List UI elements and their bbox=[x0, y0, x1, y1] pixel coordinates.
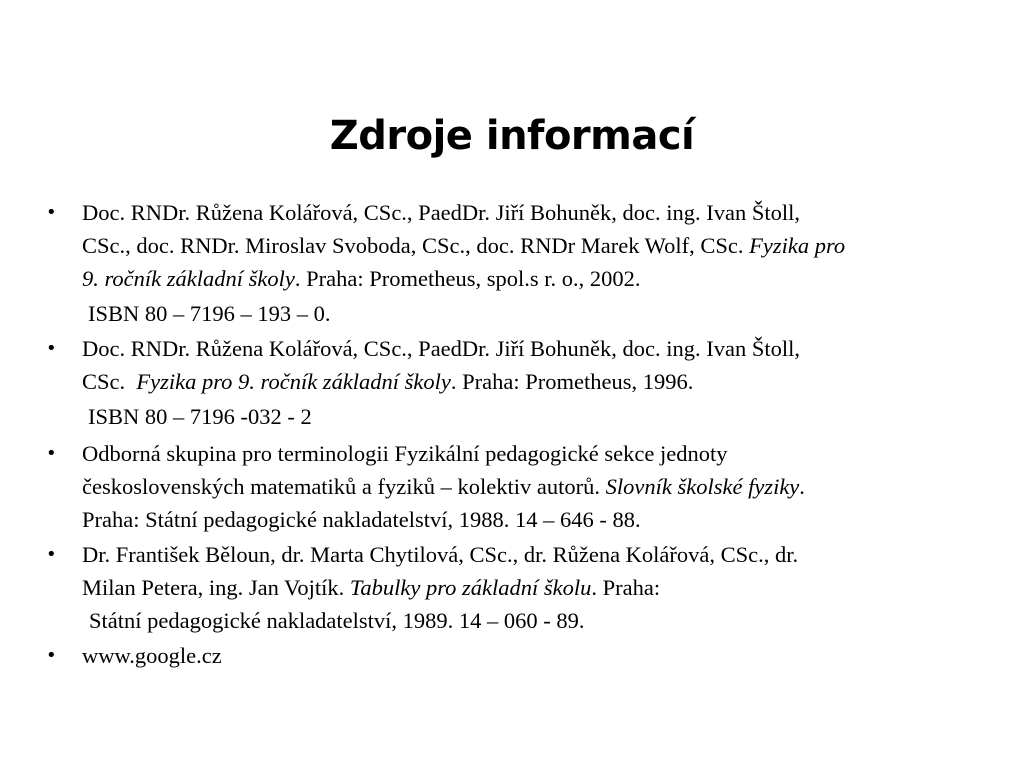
book-title: Fyzika pro 9. ročník základní školy bbox=[136, 369, 451, 394]
list-item bbox=[46, 437, 1006, 536]
item-text: . bbox=[799, 474, 805, 499]
item-text: . Praha: Prometheus, 1996. bbox=[450, 369, 694, 394]
item-line: Odborná skupina pro terminologii Fyzikální pedagogické sekce jednoty bbox=[82, 441, 728, 466]
bullet-icon: • bbox=[46, 443, 57, 464]
list-item bbox=[46, 538, 1006, 637]
item-line: Dr. František Běloun, dr. Marta Chytilová, CSc., dr. Růžena Kolářová, CSc., dr. bbox=[82, 542, 799, 567]
book-title: Tabulky pro základní školu bbox=[349, 575, 592, 600]
item-text: CSc., doc. RNDr. Miroslav Svoboda, CSc., doc. RNDr Marek Wolf, CSc. bbox=[82, 233, 750, 258]
list-item bbox=[46, 639, 1006, 672]
item-line bbox=[82, 262, 1006, 295]
item-text: československých matematiků a fyziků – kolektiv autorů. bbox=[82, 474, 606, 499]
item-line: Doc. RNDr. Růžena Kolářová, CSc., PaedDr. Jiří Bohuněk, doc. ing. Ivan Štoll, bbox=[82, 336, 801, 361]
item-line: Státní pedagogické nakladatelství, 1989. 14 – 060 - 89. bbox=[89, 608, 585, 633]
list-item bbox=[46, 332, 1006, 398]
bullet-icon: • bbox=[46, 645, 57, 666]
item-line bbox=[82, 229, 1006, 262]
isbn-line: ISBN 80 – 7196 – 193 – 0. bbox=[88, 301, 331, 326]
item-line: Praha: Státní pedagogické nakladatelství, 1988. 14 – 646 - 88. bbox=[82, 507, 641, 532]
sources-list bbox=[46, 196, 1006, 674]
item-line bbox=[82, 365, 1006, 398]
isbn-line: ISBN 80 – 7196 -032 - 2 bbox=[88, 404, 312, 429]
item-text: . Praha: Prometheus, spol.s r. o., 2002. bbox=[294, 266, 641, 291]
list-item bbox=[46, 196, 1006, 295]
slide-title: Zdroje informací bbox=[329, 113, 695, 159]
book-title: Fyzika pro bbox=[749, 233, 846, 258]
website-link[interactable]: www.google.cz bbox=[82, 643, 222, 668]
item-text: . Praha: bbox=[591, 575, 661, 600]
item-text: CSc. bbox=[82, 369, 137, 394]
book-title: 9. ročník základní školy bbox=[82, 266, 295, 291]
bullet-icon: • bbox=[46, 338, 57, 359]
book-title: Slovník školské fyziky bbox=[605, 474, 800, 499]
item-line: Doc. RNDr. Růžena Kolářová, CSc., PaedDr. Jiří Bohuněk, doc. ing. Ivan Štoll, bbox=[82, 200, 801, 225]
bullet-icon: • bbox=[46, 544, 57, 565]
bullet-icon: • bbox=[46, 202, 57, 223]
item-text: Milan Petera, ing. Jan Vojtík. bbox=[82, 575, 350, 600]
item-line bbox=[82, 571, 1006, 604]
item-line bbox=[82, 470, 1006, 503]
